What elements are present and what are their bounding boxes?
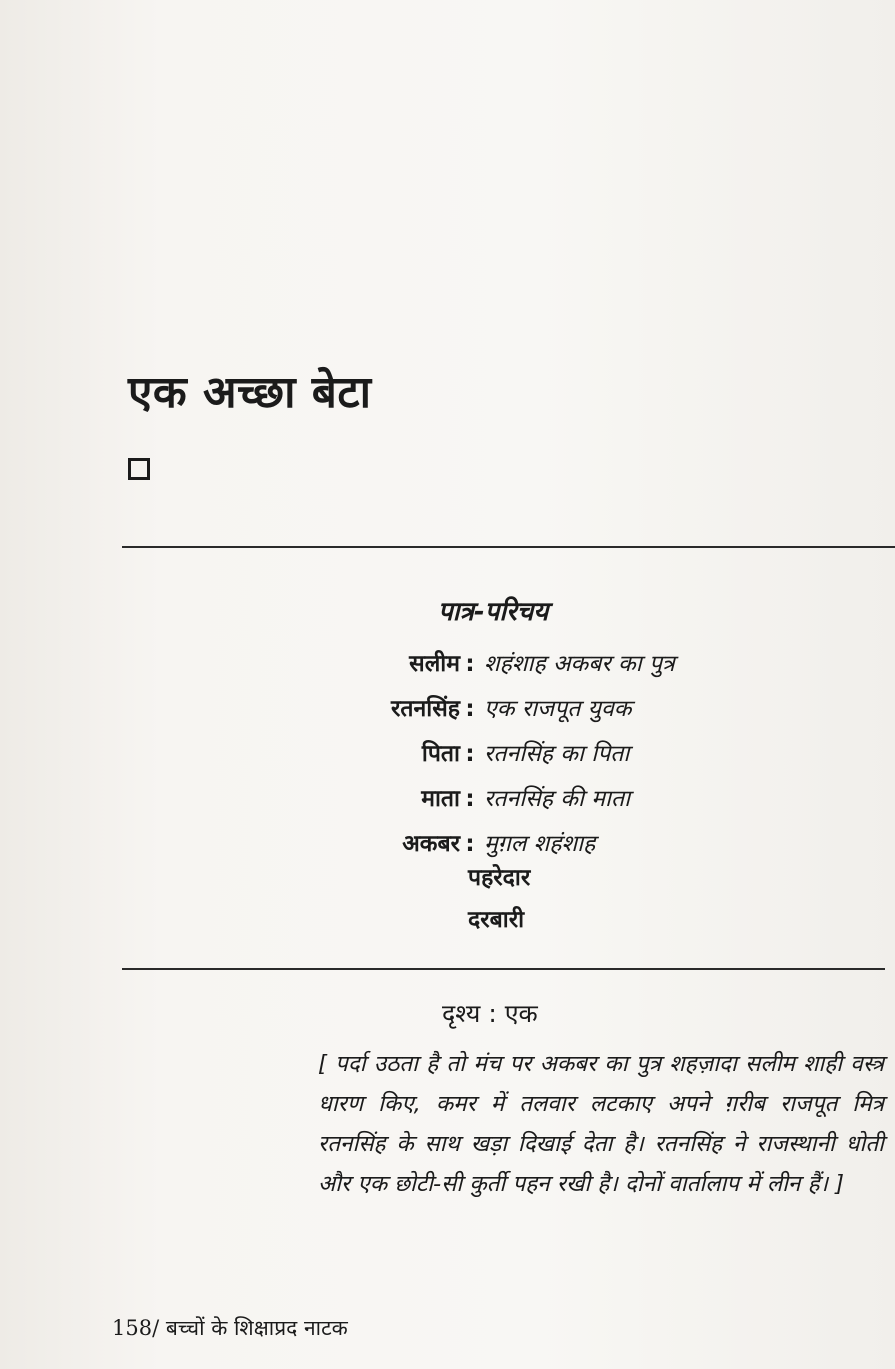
cast-separator: : [465,651,475,677]
stage-direction: [ पर्दा उठता है तो मंच पर अकबर का पुत्र शहज़ादा सलीम शाही वस्त्र धारण किए, कमर में तलवार लटकाए अपने ग़रीब राजपूत मित्र रतनसिंह के साथ खड़ा दिखाई देता है। रतनसिंह ने राजस्थानी धोती और एक छोटी-सी कुर्ती पहन रखी है। दोनों वार्तालाप में लीन हैं। ] [318,1051,884,1197]
page-footer: 158/ बच्चों के शिक्षाप्रद नाटक [112,1316,348,1340]
cast-separator: : [465,786,475,812]
cast-extra: पहरेदार [468,865,531,891]
chapter-title: एक अच्छा बेटा [128,367,372,418]
cast-row [300,826,860,871]
cast-separator: : [465,696,475,722]
cast-description: रतनसिंह का पिता [484,741,630,767]
cast-name: माता [421,786,460,812]
top-divider [122,546,895,548]
scene-heading: दृश्य : एक [442,999,538,1028]
cast-description: शहंशाह अकबर का पुत्र [484,651,675,677]
cast-description: रतनसिंह की माता [484,786,631,812]
cast-heading: पात्र-परिचय [438,597,549,627]
cast-row [300,736,860,781]
cast-row [300,691,860,736]
cast-description: एक राजपूत युवक [484,696,632,722]
cast-name: रतनसिंह [391,696,460,722]
cast-separator: : [465,741,475,767]
cast-row [300,781,860,826]
cast-name: अकबर [402,831,460,857]
cast-description: मुग़ल शहंशाह [484,831,596,857]
cast-list [300,646,860,871]
square-bullet-icon [128,458,150,480]
cast-extra: दरबारी [468,907,525,933]
cast-separator: : [465,831,475,857]
bottom-divider [122,968,885,970]
cast-row [300,646,860,691]
cast-name: पिता [421,741,460,767]
cast-name: सलीम [409,651,460,677]
